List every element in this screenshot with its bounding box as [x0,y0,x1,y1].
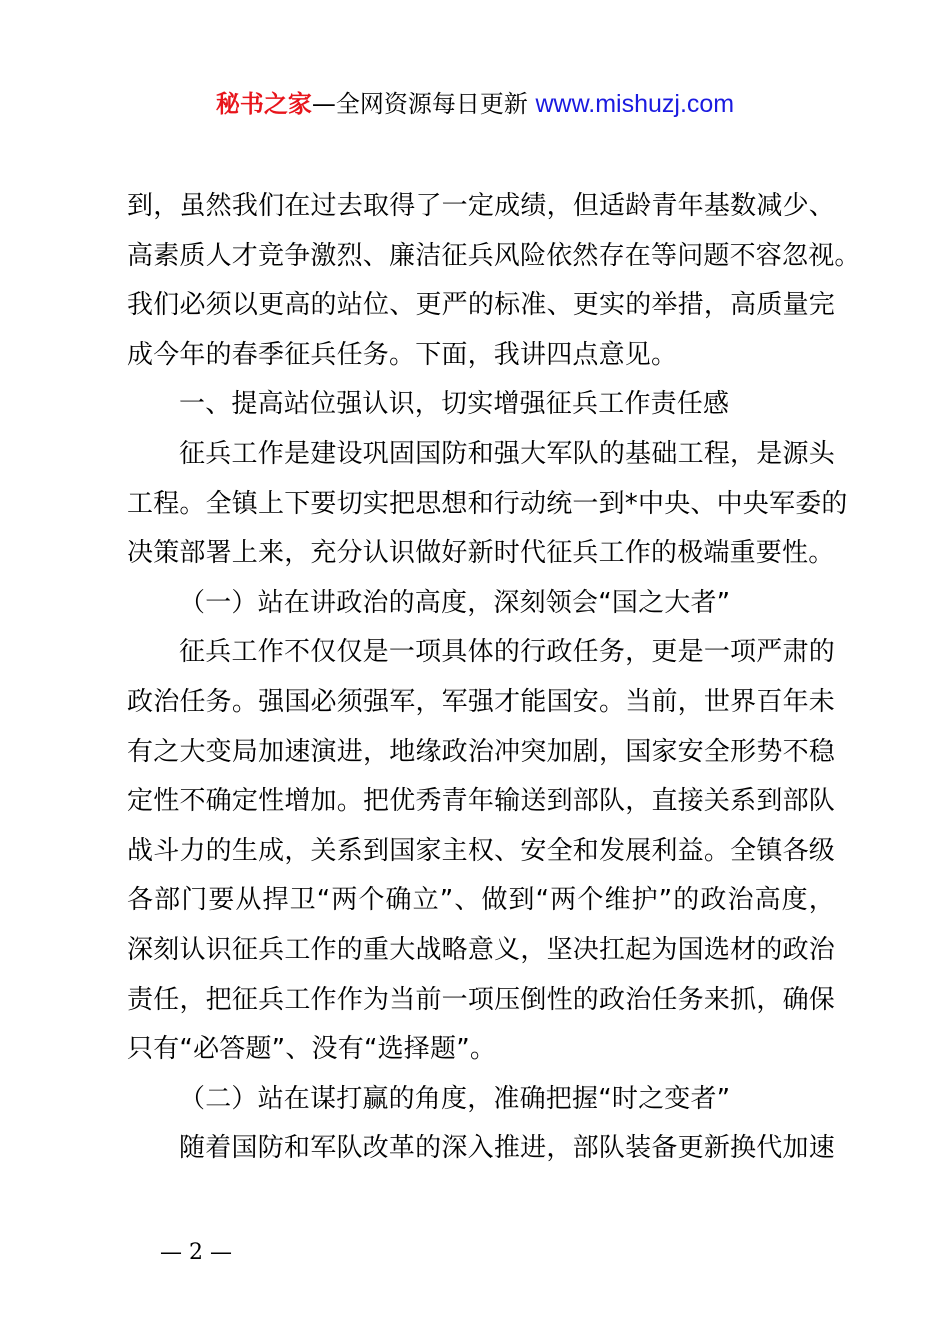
site-url[interactable]: www.mishuzj.com [535,90,735,118]
text-line: 深刻认识征兵工作的重大战略意义，坚决扛起为国选材的政治 [127,934,835,965]
document-body [127,182,861,1174]
text-line: 责任，把征兵工作作为当前一项压倒性的政治任务来抓，确保 [127,984,835,1015]
text-line: 工程。全镇上下要切实把思想和行动统一到*中央、中央军委的 [127,488,848,519]
page-header [0,86,950,122]
page-number: — 2 — [160,1240,232,1265]
text-line: 成今年的春季征兵任务。下面，我讲四点意见。 [127,339,678,370]
text-line: 征兵工作是建设巩固国防和强大军队的基础工程，是源头 [179,438,835,469]
subsection-heading: （二）站在谋打赢的角度，准确把握“时之变者” [179,1083,731,1114]
text-line: 有之大变局加速演进，地缘政治冲突加剧，国家安全形势不稳 [127,736,835,767]
text-line: 决策部署上来，充分认识做好新时代征兵工作的极端重要性。 [127,538,835,569]
text-line: 随着国防和军队改革的深入推进，部队装备更新换代加速 [179,1133,835,1164]
text-line: 战斗力的生成，关系到国家主权、安全和发展利益。全镇各级 [127,835,835,866]
text-line: 高素质人才竞争激烈、廉洁征兵风险依然存在等问题不容忽视。 [127,240,861,271]
text-line: 征兵工作不仅仅是一项具体的行政任务，更是一项严肃的 [179,637,835,668]
section-heading: 一、提高站位强认识，切实增强征兵工作责任感 [179,389,730,420]
header-tagline: —全网资源每日更新 [311,90,536,118]
brand-name: 秘书之家 [215,90,312,118]
text-line: 政治任务。强国必须强军，军强才能国安。当前，世界百年未 [127,686,835,717]
text-line: 到，虽然我们在过去取得了一定成绩，但适龄青年基数减少、 [127,191,835,221]
text-line: 我们必须以更高的站位、更严的标准、更实的举措，高质量完 [127,290,835,321]
text-line: 只有“必答题”、没有“选择题”。 [127,1034,497,1065]
subsection-heading: （一）站在讲政治的高度，深刻领会“国之大者” [179,587,731,618]
text-line: 各部门要从捍卫“两个确立”、做到“两个维护”的政治高度， [127,885,835,916]
text-line: 定性不确定性增加。把优秀青年输送到部队，直接关系到部队 [127,786,835,817]
